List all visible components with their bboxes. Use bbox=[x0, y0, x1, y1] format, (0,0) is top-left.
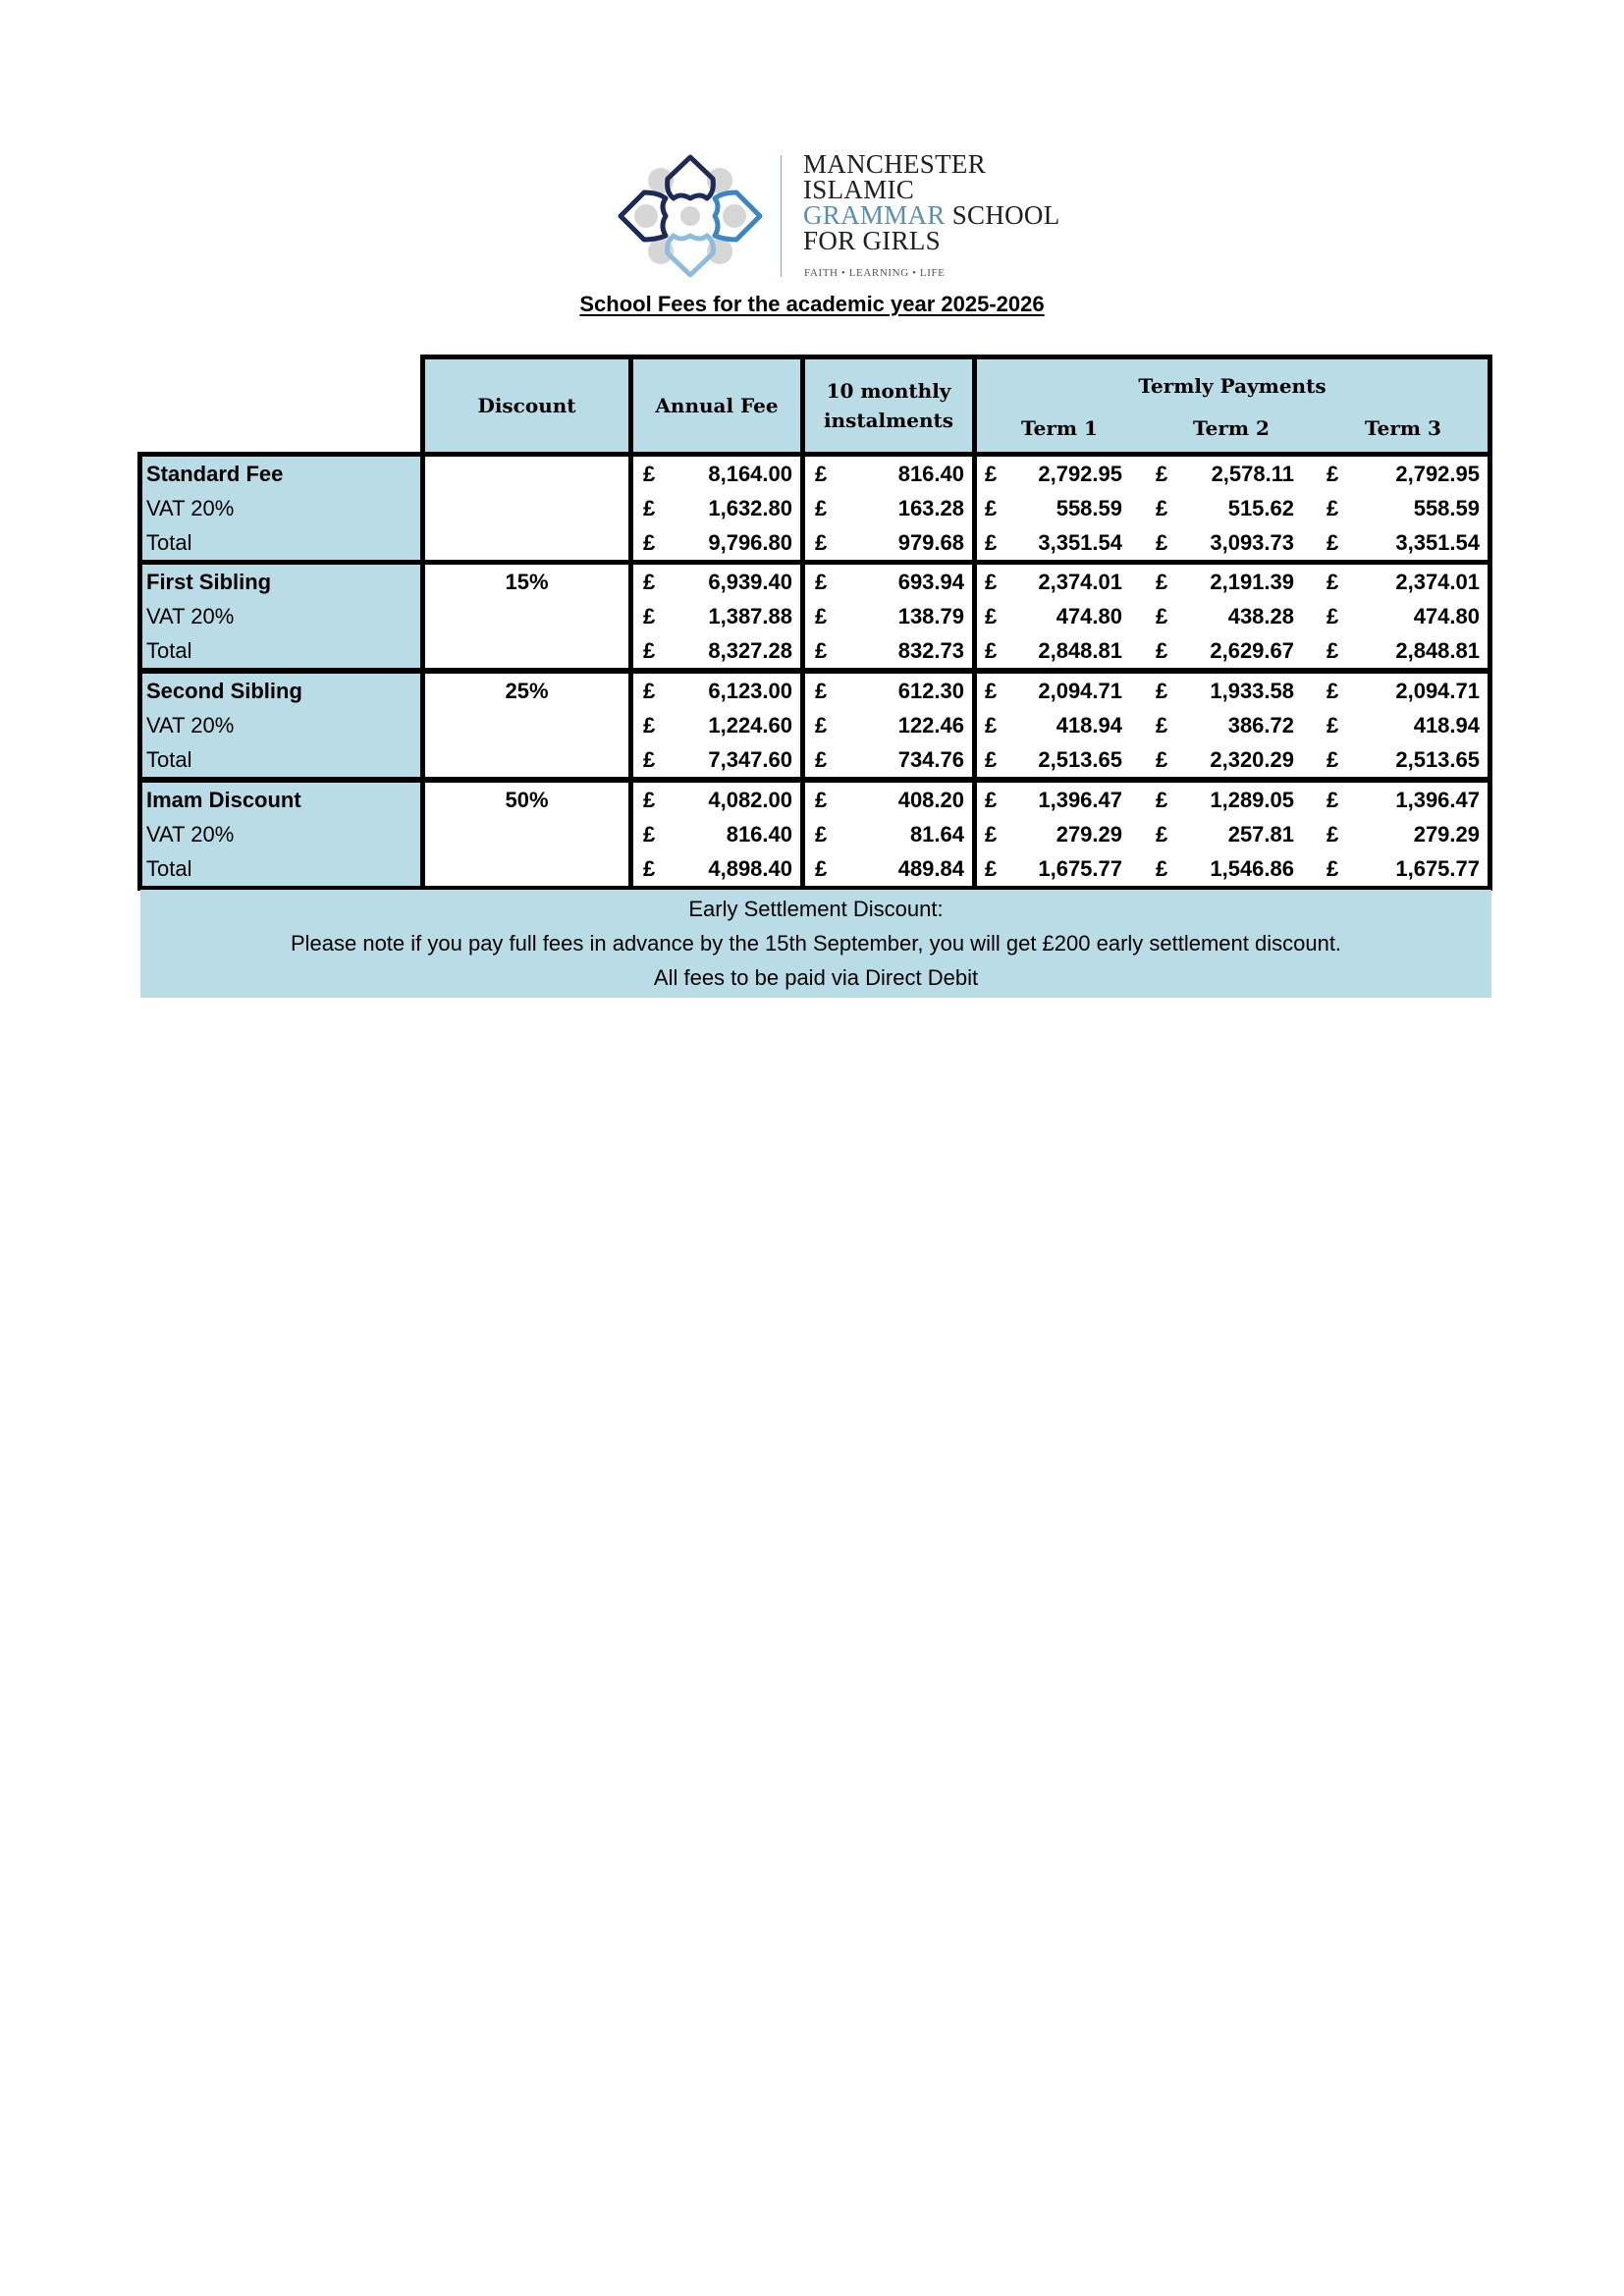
discount-value: 25% bbox=[505, 679, 549, 703]
header-annual-fee: Annual Fee bbox=[628, 355, 805, 457]
monthly-value: 408.20 bbox=[897, 788, 964, 812]
monthly-row bbox=[805, 599, 972, 633]
annual-fee-row bbox=[633, 742, 800, 777]
header-termly-payments: Termly Payments Term 1 Term 2 Term 3 bbox=[972, 355, 1492, 457]
currency-symbol: £ bbox=[643, 638, 656, 663]
row-label: Standard Fee bbox=[146, 462, 284, 486]
row-label: Second Sibling bbox=[146, 679, 302, 703]
annual-fee-value: 7,347.60 bbox=[708, 747, 792, 772]
term3-value: 418.94 bbox=[1413, 713, 1480, 738]
term1-value: 2,848.81 bbox=[1038, 638, 1122, 663]
term1-value: 2,792.95 bbox=[1038, 462, 1122, 486]
currency-symbol: £ bbox=[1156, 822, 1168, 847]
currency-symbol: £ bbox=[1326, 822, 1339, 847]
term2-value: 515.62 bbox=[1227, 496, 1294, 520]
term1-value: 418.94 bbox=[1056, 713, 1122, 738]
currency-symbol: £ bbox=[1326, 530, 1339, 555]
note-heading: Early Settlement Discount: bbox=[688, 897, 944, 921]
termly-row bbox=[977, 817, 1488, 851]
monthly-row bbox=[805, 783, 972, 817]
currency-symbol: £ bbox=[815, 856, 828, 881]
annual-fee-value: 6,123.00 bbox=[708, 679, 792, 703]
termly-row bbox=[977, 742, 1488, 777]
fee-block bbox=[137, 669, 1492, 782]
currency-symbol: £ bbox=[985, 856, 998, 881]
currency-symbol: £ bbox=[1326, 462, 1339, 486]
currency-symbol: £ bbox=[985, 604, 998, 629]
termly-row bbox=[977, 851, 1488, 886]
termly-row bbox=[977, 633, 1488, 668]
row-label-cell bbox=[137, 669, 425, 782]
currency-symbol: £ bbox=[643, 856, 656, 881]
monthly-row bbox=[805, 457, 972, 491]
row-label: VAT 20% bbox=[146, 822, 235, 847]
monthly-value: 138.79 bbox=[897, 604, 964, 629]
annual-fee-cell bbox=[628, 560, 805, 673]
currency-symbol: £ bbox=[643, 530, 656, 555]
currency-symbol: £ bbox=[985, 496, 998, 520]
annual-fee-value: 8,327.28 bbox=[708, 638, 792, 663]
currency-symbol: £ bbox=[815, 822, 828, 847]
currency-symbol: £ bbox=[815, 747, 828, 772]
monthly-cell bbox=[800, 560, 977, 673]
discount-cell bbox=[420, 560, 633, 673]
currency-symbol: £ bbox=[643, 570, 656, 594]
monthly-value: 734.76 bbox=[897, 747, 964, 772]
currency-symbol: £ bbox=[1326, 638, 1339, 663]
row-label: Total bbox=[146, 638, 192, 663]
termly-row bbox=[977, 708, 1488, 742]
currency-symbol: £ bbox=[643, 496, 656, 520]
term2-value: 2,578.11 bbox=[1211, 462, 1294, 486]
currency-symbol: £ bbox=[815, 530, 828, 555]
currency-symbol: £ bbox=[643, 462, 656, 486]
annual-fee-row bbox=[633, 817, 800, 851]
termly-row bbox=[977, 565, 1488, 599]
header-term-3: Term 3 bbox=[1365, 416, 1441, 440]
annual-fee-row bbox=[633, 457, 800, 491]
annual-fee-value: 1,387.88 bbox=[708, 604, 792, 629]
monthly-row bbox=[805, 491, 972, 525]
currency-symbol: £ bbox=[1156, 856, 1168, 881]
monthly-row bbox=[805, 633, 972, 668]
monthly-value: 612.30 bbox=[897, 679, 964, 703]
currency-symbol: £ bbox=[985, 570, 998, 594]
page-title: School Fees for the academic year 2025-2026 bbox=[579, 292, 1045, 316]
monthly-cell bbox=[800, 669, 977, 782]
termly-row bbox=[977, 599, 1488, 633]
termly-row bbox=[977, 783, 1488, 817]
currency-symbol: £ bbox=[1326, 856, 1339, 881]
term3-value: 279.29 bbox=[1413, 822, 1480, 847]
school-tagline: FAITH • LEARNING • LIFE bbox=[804, 267, 946, 279]
discount-cell bbox=[420, 669, 633, 782]
currency-symbol: £ bbox=[1326, 713, 1339, 738]
term3-value: 2,094.71 bbox=[1395, 679, 1480, 703]
term1-value: 1,675.77 bbox=[1038, 856, 1122, 881]
termly-row bbox=[977, 457, 1488, 491]
annual-fee-row bbox=[633, 525, 800, 560]
annual-fee-value: 816.40 bbox=[726, 822, 792, 847]
term2-value: 257.81 bbox=[1227, 822, 1294, 847]
term3-value: 1,396.47 bbox=[1395, 788, 1480, 812]
currency-symbol: £ bbox=[1156, 604, 1168, 629]
currency-symbol: £ bbox=[985, 462, 998, 486]
annual-fee-value: 1,224.60 bbox=[708, 713, 792, 738]
annual-fee-value: 9,796.80 bbox=[708, 530, 792, 555]
currency-symbol: £ bbox=[815, 679, 828, 703]
annual-fee-cell bbox=[628, 452, 805, 565]
currency-symbol: £ bbox=[1326, 604, 1339, 629]
discount-cell bbox=[420, 778, 633, 891]
row-label-cell bbox=[137, 452, 425, 565]
monthly-row bbox=[805, 525, 972, 560]
discount-value: 15% bbox=[505, 570, 549, 594]
annual-fee-cell bbox=[628, 669, 805, 782]
row-label: First Sibling bbox=[146, 570, 272, 594]
term1-value: 279.29 bbox=[1056, 822, 1122, 847]
term2-value: 2,191.39 bbox=[1210, 570, 1294, 594]
term1-value: 474.80 bbox=[1056, 604, 1122, 629]
annual-fee-value: 4,898.40 bbox=[708, 856, 792, 881]
term1-value: 558.59 bbox=[1056, 496, 1122, 520]
currency-symbol: £ bbox=[815, 462, 828, 486]
annual-fee-row bbox=[633, 851, 800, 886]
monthly-value: 122.46 bbox=[897, 713, 964, 738]
currency-symbol: £ bbox=[1156, 462, 1168, 486]
currency-symbol: £ bbox=[643, 713, 656, 738]
currency-symbol: £ bbox=[1156, 788, 1168, 812]
row-label: VAT 20% bbox=[146, 713, 235, 738]
currency-symbol: £ bbox=[1156, 679, 1168, 703]
term1-value: 1,396.47 bbox=[1038, 788, 1122, 812]
term3-value: 2,792.95 bbox=[1395, 462, 1480, 486]
monthly-row bbox=[805, 817, 972, 851]
annual-fee-value: 8,164.00 bbox=[708, 462, 792, 486]
currency-symbol: £ bbox=[643, 679, 656, 703]
currency-symbol: £ bbox=[985, 747, 998, 772]
annual-fee-value: 6,939.40 bbox=[708, 570, 792, 594]
monthly-row bbox=[805, 565, 972, 599]
currency-symbol: £ bbox=[815, 570, 828, 594]
currency-symbol: £ bbox=[985, 530, 998, 555]
row-label: Total bbox=[146, 530, 192, 555]
currency-symbol: £ bbox=[643, 788, 656, 812]
currency-symbol: £ bbox=[1326, 679, 1339, 703]
annual-fee-row bbox=[633, 783, 800, 817]
term3-value: 3,351.54 bbox=[1395, 530, 1480, 555]
currency-symbol: £ bbox=[985, 713, 998, 738]
term2-value: 3,093.73 bbox=[1210, 530, 1294, 555]
term1-value: 2,094.71 bbox=[1038, 679, 1122, 703]
currency-symbol: £ bbox=[815, 713, 828, 738]
term2-value: 1,933.58 bbox=[1210, 679, 1294, 703]
currency-symbol: £ bbox=[1326, 570, 1339, 594]
annual-fee-row bbox=[633, 565, 800, 599]
row-label: Total bbox=[146, 747, 192, 772]
annual-fee-row bbox=[633, 599, 800, 633]
currency-symbol: £ bbox=[815, 638, 828, 663]
annual-fee-value: 4,082.00 bbox=[708, 788, 792, 812]
row-label: VAT 20% bbox=[146, 496, 235, 520]
term1-value: 2,374.01 bbox=[1038, 570, 1122, 594]
row-label: VAT 20% bbox=[146, 604, 235, 629]
header-term-1: Term 1 bbox=[1021, 416, 1098, 440]
term1-value: 2,513.65 bbox=[1038, 747, 1122, 772]
term3-value: 474.80 bbox=[1413, 604, 1480, 629]
monthly-row bbox=[805, 674, 972, 708]
fee-block bbox=[137, 560, 1492, 673]
row-label: Imam Discount bbox=[146, 788, 301, 812]
monthly-value: 489.84 bbox=[897, 856, 964, 881]
monthly-cell bbox=[800, 778, 977, 891]
currency-symbol: £ bbox=[815, 788, 828, 812]
term2-value: 2,320.29 bbox=[1210, 747, 1294, 772]
monthly-value: 832.73 bbox=[897, 638, 964, 663]
currency-symbol: £ bbox=[1326, 788, 1339, 812]
currency-symbol: £ bbox=[815, 496, 828, 520]
note-body: Please note if you pay full fees in advance by the 15th September, you will get £200 early settlement discount. bbox=[290, 931, 1342, 956]
term3-value: 2,513.65 bbox=[1395, 747, 1480, 772]
term3-value: 1,675.77 bbox=[1395, 856, 1480, 881]
header-discount: Discount bbox=[420, 355, 633, 457]
termly-cell bbox=[972, 560, 1492, 673]
annual-fee-row bbox=[633, 633, 800, 668]
monthly-value: 163.28 bbox=[897, 496, 964, 520]
monthly-row bbox=[805, 708, 972, 742]
early-settlement-note bbox=[140, 890, 1491, 998]
monthly-value: 979.68 bbox=[897, 530, 964, 555]
term3-value: 2,848.81 bbox=[1395, 638, 1480, 663]
fee-block bbox=[137, 452, 1492, 565]
currency-symbol: £ bbox=[1156, 638, 1168, 663]
currency-symbol: £ bbox=[1156, 747, 1168, 772]
currency-symbol: £ bbox=[985, 679, 998, 703]
annual-fee-row bbox=[633, 708, 800, 742]
school-name: MANCHESTER ISLAMIC GRAMMAR SCHOOL FOR GIRLS bbox=[803, 149, 1060, 255]
header-monthly-instalments: 10 monthly instalments bbox=[800, 355, 977, 457]
currency-symbol: £ bbox=[815, 604, 828, 629]
currency-symbol: £ bbox=[1326, 747, 1339, 772]
term2-value: 386.72 bbox=[1227, 713, 1294, 738]
row-label: Total bbox=[146, 856, 192, 881]
row-label-cell bbox=[137, 560, 425, 673]
termly-cell bbox=[972, 669, 1492, 782]
termly-cell bbox=[972, 452, 1492, 565]
monthly-value: 81.64 bbox=[909, 822, 964, 847]
annual-fee-row bbox=[633, 674, 800, 708]
currency-symbol: £ bbox=[1156, 496, 1168, 520]
currency-symbol: £ bbox=[643, 822, 656, 847]
currency-symbol: £ bbox=[1156, 570, 1168, 594]
currency-symbol: £ bbox=[1326, 496, 1339, 520]
monthly-row bbox=[805, 851, 972, 886]
term2-value: 1,546.86 bbox=[1210, 856, 1294, 881]
term1-value: 3,351.54 bbox=[1038, 530, 1122, 555]
term2-value: 438.28 bbox=[1227, 604, 1294, 629]
term2-value: 2,629.67 bbox=[1210, 638, 1294, 663]
currency-symbol: £ bbox=[985, 638, 998, 663]
fee-block bbox=[137, 778, 1492, 891]
termly-row bbox=[977, 674, 1488, 708]
term3-value: 2,374.01 bbox=[1395, 570, 1480, 594]
annual-fee-cell bbox=[628, 778, 805, 891]
termly-cell bbox=[972, 778, 1492, 891]
term3-value: 558.59 bbox=[1413, 496, 1480, 520]
discount-value bbox=[425, 457, 628, 491]
monthly-cell bbox=[800, 452, 977, 565]
discount-cell bbox=[420, 452, 633, 565]
header-term-2: Term 2 bbox=[1193, 416, 1270, 440]
currency-symbol: £ bbox=[985, 788, 998, 812]
annual-fee-value: 1,632.80 bbox=[708, 496, 792, 520]
currency-symbol: £ bbox=[1156, 713, 1168, 738]
monthly-row bbox=[805, 742, 972, 777]
discount-value: 50% bbox=[505, 788, 549, 812]
currency-symbol: £ bbox=[1156, 530, 1168, 555]
school-logo bbox=[617, 149, 1108, 287]
monthly-value: 816.40 bbox=[897, 462, 964, 486]
termly-row bbox=[977, 491, 1488, 525]
note-payment-method: All fees to be paid via Direct Debit bbox=[653, 965, 979, 990]
termly-row bbox=[977, 525, 1488, 560]
school-crest-icon bbox=[617, 153, 764, 279]
currency-symbol: £ bbox=[643, 604, 656, 629]
term2-value: 1,289.05 bbox=[1210, 788, 1294, 812]
monthly-value: 693.94 bbox=[897, 570, 964, 594]
row-label-cell bbox=[137, 778, 425, 891]
annual-fee-row bbox=[633, 491, 800, 525]
currency-symbol: £ bbox=[643, 747, 656, 772]
currency-symbol: £ bbox=[985, 822, 998, 847]
logo-divider bbox=[781, 155, 782, 277]
